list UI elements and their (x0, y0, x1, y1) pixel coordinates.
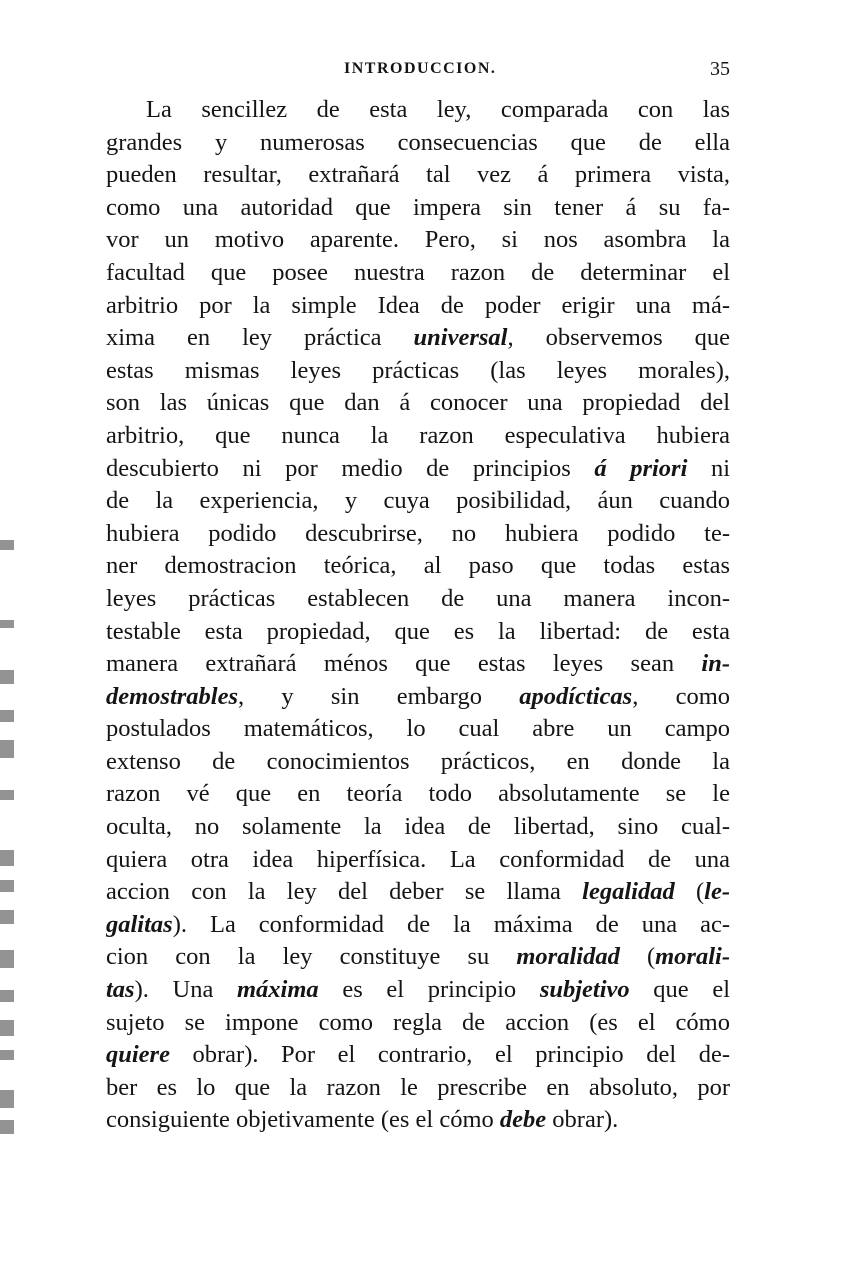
text-run: , y sin embargo (238, 682, 520, 710)
text-line (106, 420, 730, 453)
italic-term: universal (413, 324, 508, 352)
text-line (106, 355, 730, 388)
italic-term: máxima (237, 976, 319, 1004)
text-line (106, 550, 730, 583)
text-run: manera extrañará ménos que estas leyes sean (106, 650, 702, 678)
italic-term: demostrables (106, 682, 239, 710)
italic-term: subjetivo (539, 976, 630, 1004)
text-line (106, 485, 730, 518)
text-run: facultad que posee nuestra razon de determinar el (106, 258, 730, 286)
text-run: La sencillez de esta ley, comparada con las (146, 96, 730, 123)
text-run: hubiera podido descubrirse, no hubiera podido te- (106, 519, 730, 547)
page-number: 35 (710, 58, 730, 80)
text-line (106, 844, 730, 877)
text-line (106, 974, 730, 1007)
text-run: ber es lo que la razon le prescribe en absoluto, por (106, 1073, 730, 1101)
running-head (106, 60, 730, 82)
text-run: que el (629, 976, 730, 1004)
italic-term: apodícticas (519, 682, 633, 710)
italic-term: tas (106, 976, 135, 1004)
text-line (106, 746, 730, 779)
text-line (106, 811, 730, 844)
italic-term: quiere (106, 1041, 170, 1069)
text-run: leyes prácticas establecen de una manera incon- (106, 584, 730, 612)
text-line (106, 909, 730, 942)
text-run: xima en ley práctica (106, 324, 414, 352)
text-run: ( (619, 943, 656, 971)
text-line (106, 1007, 730, 1040)
text-run: descubierto ni por medio de principios (106, 454, 595, 482)
text-run: cion con la ley constituye su (106, 943, 517, 971)
text-run: de la experiencia, y cuya posibilidad, áun cuando (106, 487, 730, 515)
text-run: oculta, no solamente la idea de libertad, sino cual- (106, 813, 730, 841)
text-run: , observemos que (507, 324, 730, 352)
text-line (106, 681, 730, 714)
text-line (106, 648, 730, 681)
text-run: son las únicas que dan á conocer una propiedad del (106, 389, 730, 417)
text-line (106, 322, 730, 355)
text-run: obrar). (546, 1106, 619, 1134)
text-run: pueden resultar, extrañará tal vez á primera vista, (106, 161, 730, 189)
text-run: ). Una (134, 976, 237, 1004)
text-run: testable esta propiedad, que es la libertad: de esta (106, 617, 730, 645)
italic-term: galitas (106, 910, 173, 938)
text-run: postulados matemáticos, lo cual abre un campo (106, 715, 730, 743)
text-run: ni (687, 454, 730, 482)
italic-term: legalidad (582, 878, 675, 906)
italic-term: á priori (594, 454, 688, 482)
text-line (106, 94, 730, 127)
text-run: accion con la ley del deber se llama (106, 878, 583, 906)
text-line (106, 387, 730, 420)
text-line (106, 290, 730, 323)
text-line (106, 713, 730, 746)
text-run: como una autoridad que impera sin tener á su fa- (106, 193, 730, 221)
text-line (106, 1104, 730, 1137)
text-run: es el principio (318, 976, 540, 1004)
text-run: extenso de conocimientos prácticos, en donde la (106, 747, 730, 775)
text-line (106, 224, 730, 257)
text-run: obrar). Por el contrario, el principio del de- (169, 1041, 730, 1069)
text-run: ( (674, 878, 705, 906)
italic-term: in- (701, 650, 730, 678)
text-line (106, 1039, 730, 1072)
text-line (106, 1072, 730, 1105)
text-run: razon vé que en teoría todo absolutamente se le (106, 780, 730, 808)
text-line (106, 876, 730, 909)
text-line (106, 583, 730, 616)
text-line (106, 941, 730, 974)
text-run: estas mismas leyes prácticas (las leyes morales), (106, 356, 730, 384)
text-line (106, 778, 730, 811)
facing-page-bleed-through (0, 500, 16, 1180)
text-line (106, 257, 730, 290)
italic-term: morali- (655, 943, 730, 971)
text-line (106, 192, 730, 225)
text-line (106, 616, 730, 649)
text-line (106, 127, 730, 160)
text-run: arbitrio, que nunca la razon especulativa hubiera (106, 421, 730, 449)
text-run: grandes y numerosas consecuencias que de ella (106, 128, 730, 156)
text-run: quiera otra idea hiperfísica. La conformidad de una (106, 845, 730, 873)
italic-term: moralidad (516, 943, 620, 971)
text-run: vor un motivo aparente. Pero, si nos asombra la (106, 226, 730, 254)
text-run: consiguiente objetivamente (es el cómo (106, 1106, 500, 1134)
text-line (106, 518, 730, 551)
text-run: ner demostracion teórica, al paso que todas estas (106, 552, 730, 580)
text-run: , como (632, 682, 730, 710)
text-line (106, 453, 730, 486)
text-run: arbitrio por la simple Idea de poder erigir una má- (106, 291, 730, 319)
text-run: sujeto se impone como regla de accion (es el cómo (106, 1008, 730, 1036)
text-line (106, 159, 730, 192)
italic-term: le- (704, 878, 730, 906)
text-run: ). La conformidad de la máxima de una ac- (172, 910, 730, 938)
running-head-title: INTRODUCCION. (344, 60, 497, 77)
italic-term: debe (499, 1106, 547, 1134)
body-paragraph (106, 94, 730, 1137)
